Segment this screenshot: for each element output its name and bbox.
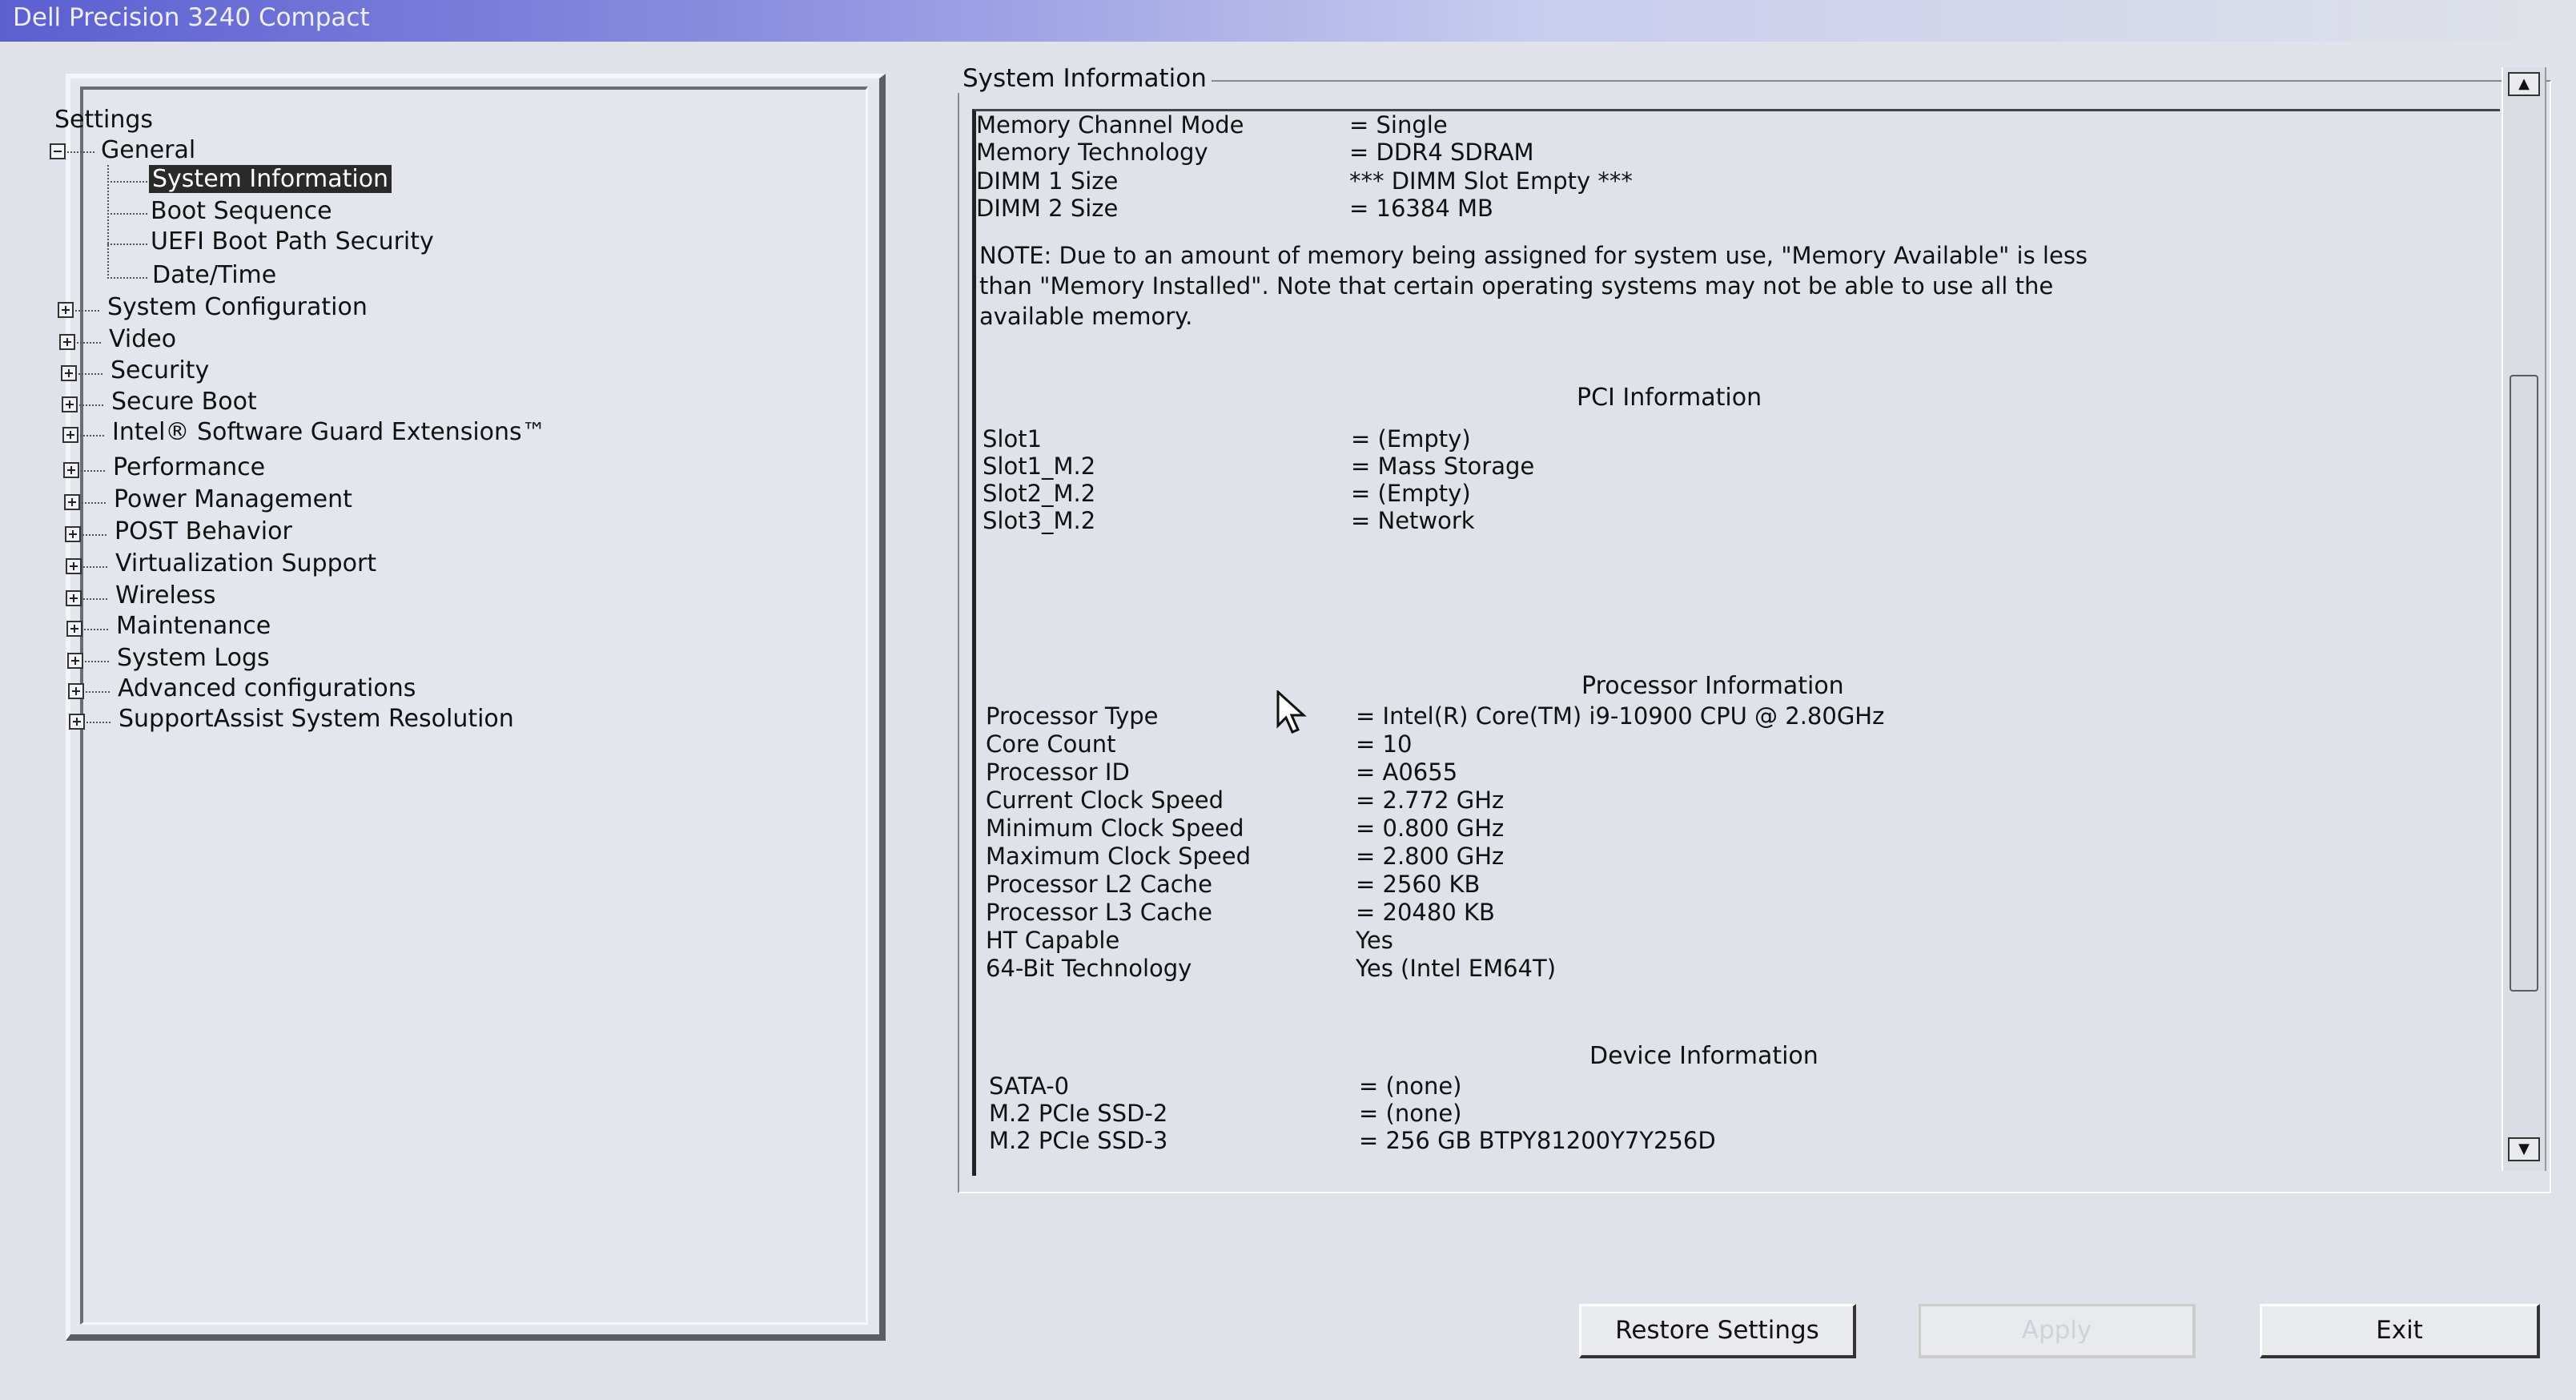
processor-row-label: Processor L2 Cache: [986, 871, 1212, 898]
expand-icon[interactable]: [69, 714, 85, 730]
expand-icon[interactable]: [66, 590, 82, 606]
pci-row-label: Slot1_M.2: [983, 453, 1096, 480]
tree-item-system-information[interactable]: System Information: [149, 165, 392, 193]
processor-row-value: = 2.772 GHz: [1356, 786, 1505, 814]
processor-row-value: Yes: [1356, 927, 1393, 954]
expand-icon[interactable]: [58, 302, 74, 318]
memory-row-label: DIMM 2 Size: [976, 195, 1119, 222]
processor-row-label: Minimum Clock Speed: [986, 815, 1244, 842]
processor-row-value: = 2560 KB: [1356, 871, 1481, 898]
processor-row-value: = 20480 KB: [1356, 899, 1495, 926]
processor-row-value: = Intel(R) Core(TM) i9-10900 CPU @ 2.80GHz: [1356, 702, 1885, 730]
expand-icon[interactable]: [59, 334, 75, 350]
memory-row-value: = DDR4 SDRAM: [1349, 139, 1534, 166]
expand-icon[interactable]: [62, 427, 78, 443]
device-row-value: = 256 GB BTPY81200Y7Y256D: [1359, 1127, 1716, 1154]
tree-item-date-time[interactable]: Date/Time: [152, 261, 277, 289]
exit-button[interactable]: Exit: [2260, 1304, 2540, 1358]
tree-item-secure-boot[interactable]: Secure Boot: [111, 388, 257, 416]
memory-row-label: Memory Channel Mode: [976, 111, 1244, 139]
apply-button[interactable]: Apply: [1919, 1304, 2196, 1358]
expand-icon[interactable]: [66, 621, 82, 637]
scroll-down-icon[interactable]: ▼: [2508, 1137, 2540, 1161]
tree-item-advanced-configurations[interactable]: Advanced configurations: [118, 674, 416, 702]
processor-row-label: Current Clock Speed: [986, 786, 1224, 814]
tree-item-video[interactable]: Video: [109, 325, 177, 353]
tree-item-virtualization-support[interactable]: Virtualization Support: [115, 549, 377, 577]
tree-item-system-configuration[interactable]: System Configuration: [107, 293, 368, 321]
memory-row-value: = 16384 MB: [1349, 195, 1493, 222]
expand-icon[interactable]: [66, 558, 82, 574]
expand-icon[interactable]: [63, 462, 79, 478]
tree-item-maintenance[interactable]: Maintenance: [116, 612, 271, 640]
pci-row-value: = Network: [1351, 507, 1475, 534]
tree-item-supportassist-system-resolution[interactable]: SupportAssist System Resolution: [119, 705, 514, 733]
tree-item-uefi-boot-path-security[interactable]: UEFI Boot Path Security: [151, 227, 434, 255]
expand-icon[interactable]: [68, 683, 84, 699]
tree-item-security[interactable]: Security: [111, 356, 210, 384]
processor-row-value: = 10: [1356, 730, 1413, 758]
processor-row-value: = 2.800 GHz: [1356, 843, 1505, 870]
title-bar: [0, 0, 2576, 42]
pci-row-value: = (Empty): [1351, 425, 1471, 453]
pci-row-value: = Mass Storage: [1351, 453, 1535, 480]
pci-information-title: PCI Information: [1577, 384, 1762, 412]
pci-row-value: = (Empty): [1351, 480, 1471, 507]
expand-icon[interactable]: [65, 526, 81, 542]
scroll-up-icon[interactable]: ▲: [2508, 72, 2540, 96]
memory-note: NOTE: Due to an amount of memory being assigned for system use, "Memory Available" is less: [979, 242, 2088, 269]
processor-row-value: = 0.800 GHz: [1356, 815, 1505, 842]
group-title: System Information: [958, 64, 1212, 93]
expand-icon[interactable]: [62, 396, 78, 412]
device-row-value: = (none): [1359, 1100, 1462, 1127]
device-row-label: SATA-0: [989, 1072, 1070, 1100]
processor-row-label: Core Count: [986, 730, 1116, 758]
processor-row-value: = A0655: [1356, 758, 1458, 786]
processor-row-label: 64-Bit Technology: [986, 955, 1192, 982]
processor-row-label: Processor L3 Cache: [986, 899, 1212, 926]
processor-row-value: Yes (Intel EM64T): [1356, 955, 1557, 982]
tree-item-wireless[interactable]: Wireless: [115, 581, 216, 609]
processor-row-label: Processor ID: [986, 758, 1130, 786]
device-row-value: = (none): [1359, 1072, 1462, 1100]
restore-settings-button[interactable]: Restore Settings: [1579, 1304, 1856, 1358]
collapse-icon[interactable]: [50, 143, 66, 159]
scrollbar-thumb[interactable]: [2510, 375, 2538, 992]
pci-row-label: Slot2_M.2: [983, 480, 1096, 507]
tree-item-general[interactable]: General: [101, 136, 196, 164]
system-information-content: [972, 109, 2500, 1176]
tree-item-post-behavior[interactable]: POST Behavior: [115, 517, 292, 545]
mouse-cursor-icon: [1276, 690, 1312, 737]
processor-row-label: HT Capable: [986, 927, 1120, 954]
memory-row-value: *** DIMM Slot Empty ***: [1349, 167, 1633, 195]
memory-row-value: = Single: [1349, 111, 1448, 139]
tree-item-boot-sequence[interactable]: Boot Sequence: [151, 197, 332, 225]
processor-information-title: Processor Information: [1581, 672, 1844, 700]
memory-row-label: Memory Technology: [976, 139, 1208, 166]
pci-row-label: Slot1: [983, 425, 1043, 453]
memory-note: than "Memory Installed". Note that certain operating systems may not be able to use all the: [979, 272, 2054, 300]
processor-row-label: Processor Type: [986, 702, 1159, 730]
tree-item-intel-software-guard-extensions[interactable]: Intel® Software Guard Extensions™: [112, 418, 546, 446]
processor-row-label: Maximum Clock Speed: [986, 843, 1252, 870]
window-title: Dell Precision 3240 Compact: [13, 3, 370, 32]
tree-item-system-logs[interactable]: System Logs: [117, 644, 270, 672]
tree-item-performance[interactable]: Performance: [113, 453, 266, 481]
memory-row-label: DIMM 1 Size: [976, 167, 1119, 195]
memory-note: available memory.: [979, 303, 1193, 330]
expand-icon[interactable]: [67, 653, 83, 669]
expand-icon[interactable]: [61, 365, 77, 381]
device-row-label: M.2 PCIe SSD-2: [989, 1100, 1168, 1127]
tree-item-power-management[interactable]: Power Management: [114, 485, 352, 513]
vertical-scrollbar[interactable]: [2502, 67, 2546, 1171]
pci-row-label: Slot3_M.2: [983, 507, 1096, 534]
device-row-label: M.2 PCIe SSD-3: [989, 1127, 1168, 1154]
expand-icon[interactable]: [64, 494, 80, 510]
device-information-title: Device Information: [1589, 1042, 1818, 1070]
tree-root-settings: Settings: [54, 106, 154, 134]
